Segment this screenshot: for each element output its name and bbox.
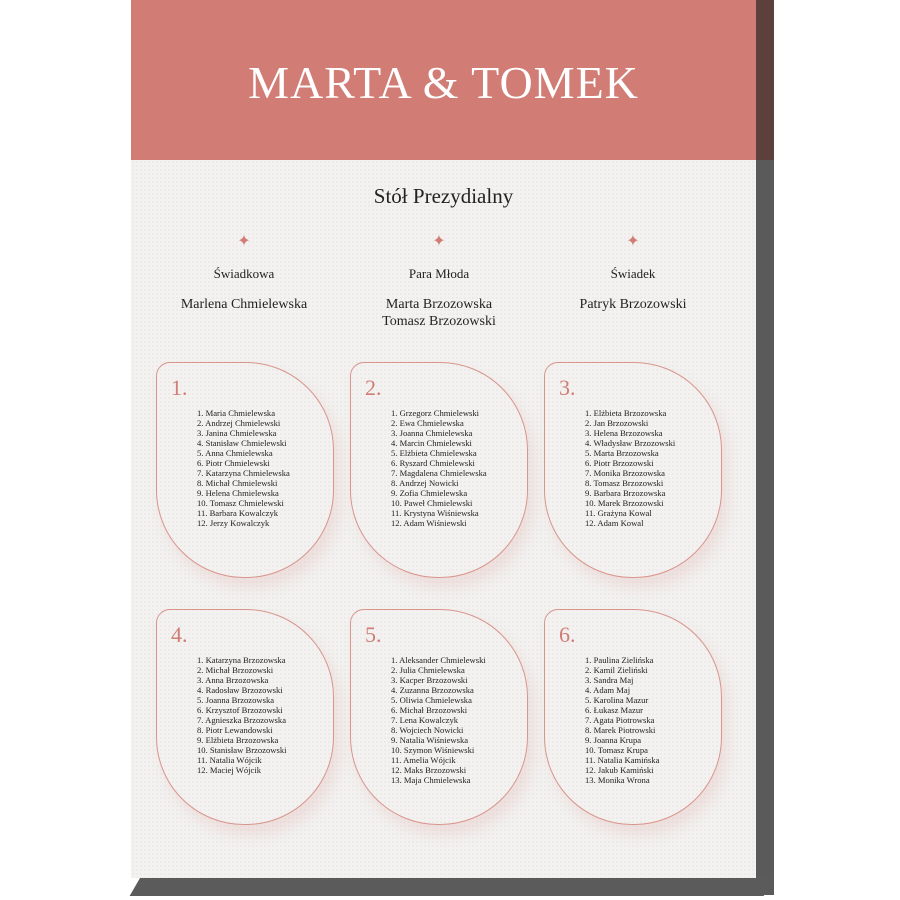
- person-name: Marta Brzozowska: [385, 297, 493, 312]
- guest-name: 1. Katarzyna Brzozowska: [197, 655, 286, 665]
- guest-name: 13. Maja Chmielewska: [391, 775, 471, 785]
- table-card-6: [544, 609, 722, 825]
- guest-name: 9. Barbara Brzozowska: [585, 488, 666, 498]
- guest-name: 3. Janina Chmielewska: [197, 428, 277, 438]
- person-name: Patryk Brzozowski: [579, 297, 687, 312]
- couple-title: MARTA & TOMEK: [248, 57, 639, 108]
- person-name: Tomasz Brzozowski: [382, 314, 496, 329]
- guest-name: 6. Ryszard Chmielewski: [391, 458, 475, 468]
- person-name: Marlena Chmielewska: [180, 297, 308, 312]
- header-band: [131, 0, 756, 160]
- guest-name: 4. Marcin Chmielewski: [391, 438, 472, 448]
- guest-name: 11. Natalia Wójcik: [197, 755, 262, 765]
- guest-name: 11. Natalia Kamińska: [585, 755, 660, 765]
- table-number: 3.: [559, 375, 576, 400]
- sparkle-icon: ✦: [432, 233, 446, 250]
- guest-name: 12. Maciej Wójcik: [197, 765, 262, 775]
- names-list: [528, 296, 738, 313]
- guest-name: 3. Sandra Maj: [585, 675, 634, 685]
- canvas-edge-right-shadow: [756, 160, 774, 895]
- guest-name: 1. Grzegorz Chmielewski: [391, 408, 480, 418]
- guest-name: 4. Adam Maj: [585, 685, 631, 695]
- guest-name: 5. Oliwia Chmielewska: [391, 695, 472, 705]
- guest-name: 1. Paulina Zielińska: [585, 655, 654, 665]
- guest-name: 5. Karolina Mazur: [585, 695, 649, 705]
- role-label: Świadkowa: [213, 266, 275, 281]
- guest-name: 3. Anna Brzozowska: [197, 675, 269, 685]
- guest-name: 10. Stanisław Brzozowski: [197, 745, 287, 755]
- guest-name: 11. Barbara Kowalczyk: [197, 508, 279, 518]
- guest-name: 2. Ewa Chmielewska: [391, 418, 464, 428]
- head-table-title: Stół Prezydialny: [373, 184, 514, 208]
- guest-name: 9. Natalia Wiśniewska: [391, 735, 469, 745]
- guest-name: 6. Michał Brzozowski: [391, 705, 468, 715]
- table-card-1: [156, 362, 334, 578]
- head-col-maid-of-honor: [139, 232, 349, 313]
- guest-name: 8. Andrzej Nowicki: [391, 478, 459, 488]
- head-col-couple: [334, 232, 544, 330]
- table-card-2: [350, 362, 528, 578]
- sparkle-icon: ✦: [237, 233, 251, 250]
- guest-list: [197, 655, 287, 775]
- guest-name: 8. Tomasz Brzozowski: [585, 478, 664, 488]
- guest-name: 2. Michał Brzozowski: [197, 665, 274, 675]
- table-card-3: [544, 362, 722, 578]
- role-label: Para Młoda: [408, 266, 470, 281]
- head-col-best-man: [528, 232, 738, 313]
- guest-name: 6. Piotr Brzozowski: [585, 458, 654, 468]
- guest-name: 11. Amelia Wójcik: [391, 755, 456, 765]
- table-number: 5.: [365, 622, 382, 647]
- guest-list: [585, 655, 659, 785]
- table-card-5: [350, 609, 528, 825]
- guest-name: 12. Jakub Kamiński: [585, 765, 654, 775]
- guest-name: 7. Monika Brzozowska: [585, 468, 665, 478]
- guest-name: 4. Stanisław Chmielewski: [197, 438, 287, 448]
- guest-name: 6. Krzysztof Brzozowski: [197, 705, 283, 715]
- guest-name: 10. Tomasz Krupa: [585, 745, 648, 755]
- guest-name: 12. Jerzy Kowalczyk: [197, 518, 270, 528]
- guest-list: [197, 408, 290, 528]
- guest-name: 3. Kacper Brzozowski: [391, 675, 468, 685]
- guest-name: 8. Michał Chmielewski: [197, 478, 278, 488]
- guest-name: 2. Jan Brzozowski: [585, 418, 649, 428]
- guest-name: 10. Marek Brzozowski: [585, 498, 664, 508]
- table-number: 6.: [559, 622, 576, 647]
- guest-name: 10. Tomasz Chmielewski: [197, 498, 284, 508]
- names-list: [139, 296, 349, 313]
- guest-name: 7. Lena Kowalczyk: [391, 715, 459, 725]
- guest-name: 4. Radosław Brzozowski: [197, 685, 283, 695]
- guest-name: 7. Agata Piotrowska: [585, 715, 655, 725]
- guest-name: 2. Julia Chmielewska: [391, 665, 465, 675]
- guest-name: 9. Joanna Krupa: [585, 735, 642, 745]
- guest-name: 9. Elżbieta Brzozowska: [197, 735, 279, 745]
- guest-name: 13. Monika Wrona: [585, 775, 650, 785]
- guest-name: 2. Kamil Zieliński: [585, 665, 648, 675]
- guest-name: 8. Wojciech Nowicki: [391, 725, 464, 735]
- guest-list: [391, 408, 487, 528]
- guest-name: 1. Elżbieta Brzozowska: [585, 408, 667, 418]
- guest-name: 2. Andrzej Chmielewski: [197, 418, 281, 428]
- guest-name: 11. Krystyna Wiśniewska: [391, 508, 479, 518]
- guest-name: 12. Adam Wiśniewski: [391, 518, 467, 528]
- guest-name: 12. Adam Kowal: [585, 518, 644, 528]
- table-number: 2.: [365, 375, 382, 400]
- seating-chart-poster: [131, 0, 756, 878]
- guest-name: 8. Piotr Lewandowski: [197, 725, 273, 735]
- guest-name: 6. Łukasz Mazur: [585, 705, 643, 715]
- guest-name: 3. Helena Brzozowska: [585, 428, 663, 438]
- guest-name: 1. Aleksander Chmielewski: [391, 655, 486, 665]
- guest-name: 1. Maria Chmielewska: [197, 408, 276, 418]
- guest-name: 5. Elżbieta Chmielewska: [391, 448, 477, 458]
- guest-list: [585, 408, 675, 528]
- guest-name: 9. Zofia Chmielewska: [391, 488, 468, 498]
- table-card-4: [156, 609, 334, 825]
- guest-name: 7. Magdalena Chmielewska: [391, 468, 487, 478]
- guest-name: 5. Joanna Brzozowska: [197, 695, 275, 705]
- guest-name: 9. Helena Chmielewska: [197, 488, 279, 498]
- guest-name: 5. Marta Brzozowska: [585, 448, 659, 458]
- guest-name: 5. Anna Chmielewska: [197, 448, 273, 458]
- guest-name: 4. Zuzanna Brzozowska: [391, 685, 474, 695]
- guest-name: 7. Agnieszka Brzozowska: [197, 715, 287, 725]
- guest-name: 12. Maks Brzozowski: [391, 765, 467, 775]
- guest-name: 8. Marek Piotrowski: [585, 725, 656, 735]
- guest-name: 11. Grażyna Kowal: [585, 508, 652, 518]
- table-number: 1.: [171, 375, 188, 400]
- canvas-edge-bottom: [130, 878, 774, 896]
- table-number: 4.: [171, 622, 188, 647]
- guest-name: 6. Piotr Chmielewski: [197, 458, 270, 468]
- guest-list: [391, 655, 486, 785]
- guest-name: 4. Władysław Brzozowski: [585, 438, 676, 448]
- names-list: [334, 296, 544, 330]
- guest-name: 7. Katarzyna Chmielewska: [197, 468, 290, 478]
- guest-name: 10. Szymon Wiśniewski: [391, 745, 475, 755]
- role-label: Świadek: [610, 266, 656, 281]
- guest-name: 3. Joanna Chmielewska: [391, 428, 473, 438]
- guest-name: 10. Paweł Chmielewski: [391, 498, 473, 508]
- sparkle-icon: ✦: [626, 233, 640, 250]
